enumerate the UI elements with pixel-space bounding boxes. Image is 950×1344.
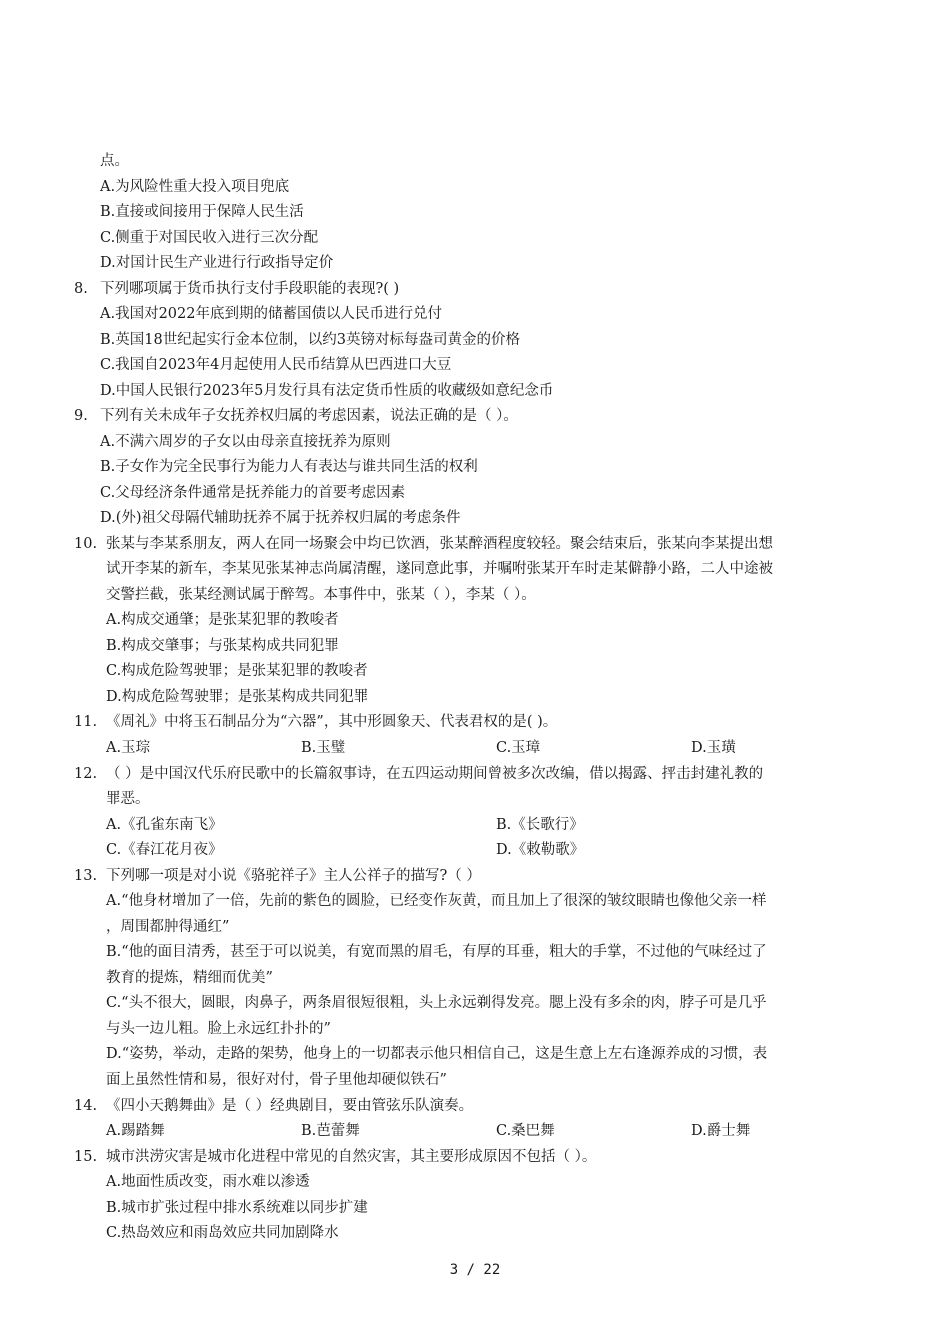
question-number: 12. xyxy=(74,766,98,782)
option-line xyxy=(0,915,950,940)
option-line xyxy=(0,608,950,633)
option-a: A.我国对2022年底到期的储蓄国债以人民币进行兑付 xyxy=(100,306,442,322)
option-a: A.玉琮 xyxy=(106,740,151,756)
question-stem: （ ）是中国汉代乐府民歌中的长篇叙事诗，在五四运动期间曾被多次改编，借以揭露、抨击封建礼教的 xyxy=(106,766,764,782)
option-a: A.“他身材增加了一倍，先前的紫色的圆脸，已经变作灰黄，而且加上了很深的皱纹眼睛也像他父亲一样 xyxy=(106,893,767,909)
option-line xyxy=(0,430,950,455)
option-line xyxy=(0,1221,950,1246)
question-number: 10. xyxy=(74,536,98,552)
text-line xyxy=(0,557,950,582)
option-d-cont: 面上虽然性情和易，很好对付，骨子里他却硬似铁石” xyxy=(106,1072,447,1088)
question-number: 14. xyxy=(74,1098,98,1114)
question-stem: 下列有关未成年子女抚养权归属的考虑因素，说法正确的是（ ）。 xyxy=(100,408,518,424)
question-stem-cont: 交警拦截，张某经测试属于醉驾。本事件中，张某（ ），李某（ ）。 xyxy=(106,587,536,603)
option-line xyxy=(0,379,950,404)
question-15 xyxy=(0,1145,950,1170)
question-11 xyxy=(0,710,950,735)
option-a-cont: ，周围都肿得通红” xyxy=(106,919,230,935)
option-a: A.踢踏舞 xyxy=(106,1123,165,1139)
option-d: D.(外)祖父母隔代辅助抚养不属于抚养权归属的考虑条件 xyxy=(100,510,461,526)
question-13 xyxy=(0,864,950,889)
option-c: C.《春江花月夜》 xyxy=(106,842,223,858)
option-line xyxy=(0,889,950,914)
question-number: 13. xyxy=(74,868,98,884)
option-line xyxy=(0,1017,950,1042)
option-d: D.对国计民生产业进行行政指导定价 xyxy=(100,255,334,271)
option-b: B.《长歌行》 xyxy=(496,817,584,833)
question-stem: 《四小天鹅舞曲》是（ ）经典剧目，要由管弦乐队演奏。 xyxy=(106,1098,474,1114)
option-line xyxy=(0,353,950,378)
option-line xyxy=(0,634,950,659)
option-d: D.爵士舞 xyxy=(691,1123,751,1139)
option-line xyxy=(0,966,950,991)
option-line xyxy=(0,1170,950,1195)
option-row xyxy=(0,1119,950,1144)
question-number: 11. xyxy=(74,714,98,730)
option-b: B.芭蕾舞 xyxy=(301,1123,360,1139)
option-line xyxy=(0,1068,950,1093)
text-line xyxy=(0,787,950,812)
option-a: A.地面性质改变，雨水难以渗透 xyxy=(106,1174,310,1190)
option-line xyxy=(0,940,950,965)
question-stem: 城市洪涝灾害是城市化进程中常见的自然灾害，其主要形成原因不包括（ ）。 xyxy=(106,1149,597,1165)
option-a: A.构成交通肇；是张某犯罪的教唆者 xyxy=(106,612,339,628)
option-d: D.中国人民银行2023年5月发行具有法定货币性质的收藏级如意纪念币 xyxy=(100,383,554,399)
option-d: D.“姿势，举动，走路的架势，他身上的一切都表示他只相信自己，这是生意上左右逢源养成的习惯，表 xyxy=(106,1046,768,1062)
question-number: 8. xyxy=(74,281,88,297)
text-line xyxy=(0,149,950,174)
text-line xyxy=(0,583,950,608)
option-b: B.玉璧 xyxy=(301,740,346,756)
option-c-cont: 与头一边儿粗。脸上永远红扑扑的” xyxy=(106,1021,331,1037)
continued-text: 点。 xyxy=(100,153,129,169)
option-line xyxy=(0,1196,950,1221)
option-d: D.构成危险驾驶罪；是张某构成共同犯罪 xyxy=(106,689,369,705)
question-10 xyxy=(0,532,950,557)
question-number: 15. xyxy=(74,1149,98,1165)
question-stem-cont: 罪恶。 xyxy=(106,791,150,807)
question-8 xyxy=(0,277,950,302)
option-row xyxy=(0,736,950,761)
option-b-cont: 教育的提炼，精细而优美” xyxy=(106,970,273,986)
option-c: C.侧重于对国民收入进行三次分配 xyxy=(100,230,319,246)
option-a: A.《孔雀东南飞》 xyxy=(106,817,223,833)
option-d: D.玉璜 xyxy=(691,740,736,756)
option-c: C.我国自2023年4月起使用人民币结算从巴西进口大豆 xyxy=(100,357,452,373)
option-c: C.玉璋 xyxy=(496,740,541,756)
option-line xyxy=(0,251,950,276)
option-a: A.不满六周岁的子女以由母亲直接抚养为原则 xyxy=(100,434,391,450)
option-b: B.城市扩张过程中排水系统难以同步扩建 xyxy=(106,1200,368,1216)
option-line xyxy=(0,302,950,327)
option-line xyxy=(0,685,950,710)
option-line xyxy=(0,175,950,200)
option-row xyxy=(0,813,950,838)
question-9 xyxy=(0,404,950,429)
option-b: B.构成交肇事；与张某构成共同犯罪 xyxy=(106,638,339,654)
question-stem: 《周礼》中将玉石制品分为“六器”，其中形圆象天、代表君权的是( )。 xyxy=(106,714,558,730)
question-12 xyxy=(0,762,950,787)
option-b: B.“他的面目清秀，甚至于可以说美，有宽而黑的眉毛，有厚的耳垂，粗大的手掌，不过他的气味经过了 xyxy=(106,944,767,960)
option-a: A.为风险性重大投入项目兜底 xyxy=(100,179,290,195)
option-c: C.父母经济条件通常是抚养能力的首要考虑因素 xyxy=(100,485,406,501)
option-line xyxy=(0,455,950,480)
option-line xyxy=(0,200,950,225)
option-d: D.《敕勒歌》 xyxy=(496,842,585,858)
question-stem-cont: 试开李某的新车，李某见张某神志尚属清醒，遂同意此事，并嘱咐张某开车时走某僻静小路，二人中途被 xyxy=(106,561,773,577)
option-line xyxy=(0,328,950,353)
question-stem: 下列哪一项是对小说《骆驼祥子》主人公祥子的描写?（ ） xyxy=(106,868,481,884)
option-c: C.桑巴舞 xyxy=(496,1123,555,1139)
option-b: B.直接或间接用于保障人民生活 xyxy=(100,204,304,220)
option-line xyxy=(0,1042,950,1067)
option-line xyxy=(0,659,950,684)
option-c: C.热岛效应和雨岛效应共同加剧降水 xyxy=(106,1225,339,1241)
option-b: B.子女作为完全民事行为能力人有表达与谁共同生活的权利 xyxy=(100,459,478,475)
option-row xyxy=(0,838,950,863)
option-line xyxy=(0,226,950,251)
option-line xyxy=(0,506,950,531)
option-b: B.英国18世纪起实行金本位制，以约3英镑对标每盎司黄金的价格 xyxy=(100,332,520,348)
page-number: 3 / 22 xyxy=(449,1262,501,1278)
option-line xyxy=(0,991,950,1016)
question-number: 9. xyxy=(74,408,88,424)
question-14 xyxy=(0,1094,950,1119)
option-line xyxy=(0,481,950,506)
question-stem: 张某与李某系朋友，两人在同一场聚会中均已饮酒，张某醉酒程度较轻。聚会结束后，张某向李某提出想 xyxy=(106,536,773,552)
option-c: C.“头不很大，圆眼，肉鼻子，两条眉很短很粗，头上永远剃得发亮。腮上没有多余的肉，脖子可是几乎 xyxy=(106,995,767,1011)
question-stem: 下列哪项属于货币执行支付手段职能的表现?( ) xyxy=(100,281,400,297)
option-c: C.构成危险驾驶罪；是张某犯罪的教唆者 xyxy=(106,663,368,679)
